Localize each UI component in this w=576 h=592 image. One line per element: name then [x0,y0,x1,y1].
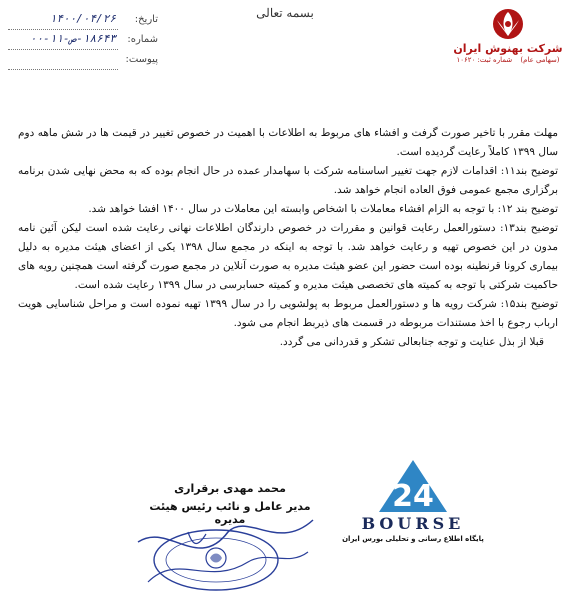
attachment-label: پیوست: [125,54,158,65]
basmala-heading: بسمه تعالی [256,6,314,20]
company-name: شرکت بهنوش ایران [453,42,563,55]
bourse-tagline: پایگاه اطلاع رسانی و تحلیلی بورس ایران [342,535,484,543]
signature-seal-icon [128,512,318,592]
paragraph-3: توضیح بند ۱۲: با توجه به الزام افشاء معاملات با اشخاص وابسته این معاملات در سال ۱۴۰۰ افشا خواهد شد. [88,203,558,215]
signatory-name: محمد مهدی برقراری [174,482,286,495]
letter-body [18,124,558,352]
bourse-wordmark: BOURSE [361,514,465,533]
paragraph-1: مهلت مقرر با تاخیر صورت گرفت و افشاء های مربوط به اطلاعات با اهمیت در خصوص تغییر در قیمت ها در شش ماهه دوم سال ۱۳۹۹ کاملاً رعایت گردیده است. [18,127,558,158]
flower-logo-icon [488,6,528,40]
number-value: ۱۸۶۴۳-ص-۱۱-۰۰ [29,32,116,45]
letter-meta [8,12,158,72]
date-underline [8,29,118,30]
company-logo [448,6,568,76]
company-type: (سهامی عام) [520,56,560,64]
number-label: شماره: [127,34,158,45]
date-label: تاریخ: [134,14,158,25]
company-registration: شماره ثبت: ۱۰۶۲۰ [456,56,513,64]
company-subline [448,56,568,64]
date-row [8,12,158,32]
number-underline [8,49,118,50]
attachment-underline [8,69,118,70]
bourse-logo [338,458,488,543]
date-value: ۱۴۰۰/۰۴/۲۶ [49,12,116,25]
number-row [8,32,158,52]
svg-text:24: 24 [392,479,434,514]
bourse-24-emblem-icon [377,458,449,514]
paragraph-4: توضیح بند۱۳: دستورالعمل رعایت قوانین و مقررات در خصوص دارندگان اطلاعات نهانی رعایت شده است لیکن آئین نامه مدون در این خصوص تهیه و رعایت خواهد شد. با توجه به اینکه در مجمع سال ۱۳۹۸ یکی از اعضای هیئت مدیره به دلیل بیماری کرونا قرنطینه بوده است حضور این عضو هیئت مدیره به صورت آنلاین در مجمع صورت گرفته است همچنین رویه های حاکمیت شرکتی با توجه به کمیته های تخصصی هیئت مدیره و کمیته حسابرسی در سال ۱۳۹۹ رعایت شده است. [18,222,559,291]
attachment-row [8,52,158,72]
signatory-title: مدیر عامل و نائب رئیس هیئت مدیره [149,500,311,526]
paragraph-5: توضیح بند۱۵: شرکت رویه ها و دستورالعمل مربوط به پولشویی را در سال ۱۳۹۹ تهیه نموده است و مراحل شناسایی هویت ارباب رجوع با اخذ مستندات مربوطه در قسمت های ذیربط انجام می شود. [18,298,559,329]
paragraph-2: توضیح بند۱۱: اقدامات لازم جهت تغییر اساسنامه شرکت با سهامدار عمده در حال انجام بوده که به محض نهایی شدن برنامه برگزاری مجمع عمومی فوق العاده انجام خواهد شد. [18,165,558,196]
paragraph-6: قبلا از بذل عنایت و توجه جنابعالی تشکر و قدردانی می گردد. [279,336,544,348]
